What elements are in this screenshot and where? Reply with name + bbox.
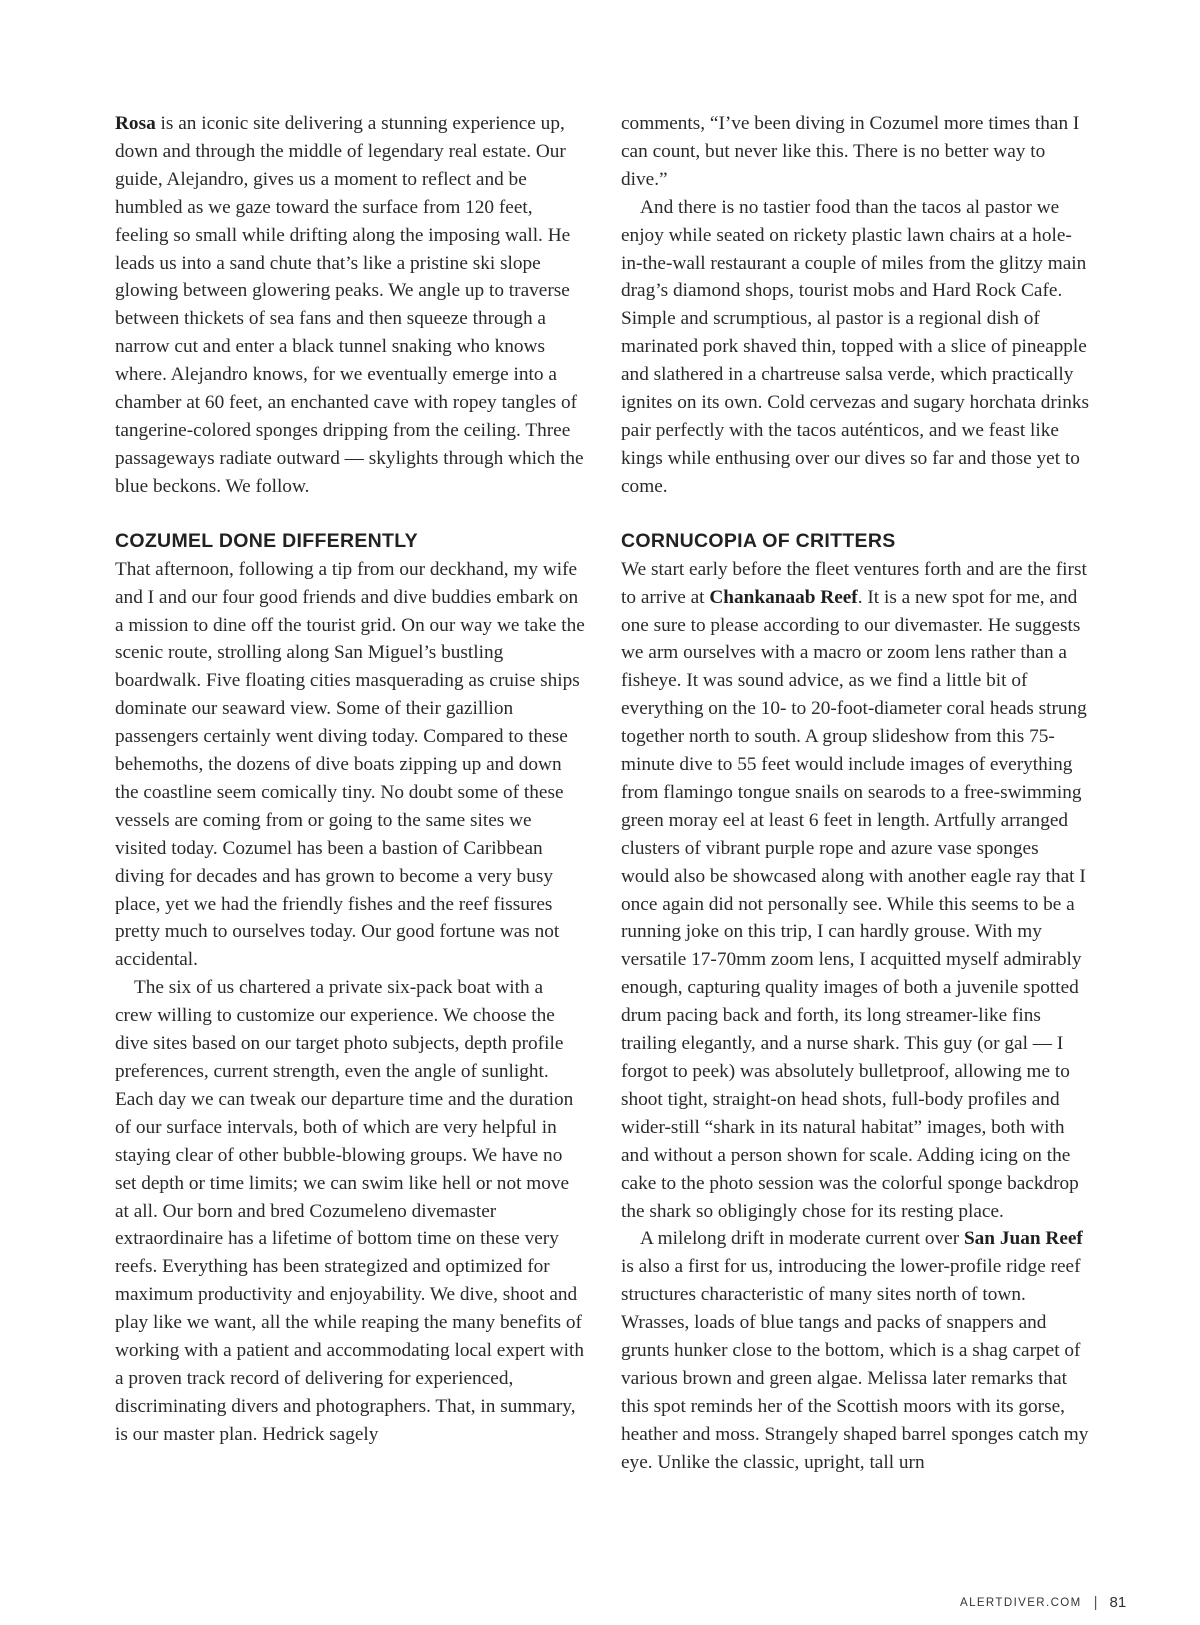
site-name-chankanaab-reef: Chankanaab Reef (709, 586, 858, 608)
section-heading-cozumel-done-differently: COZUMEL DONE DIFFERENTLY (115, 529, 418, 552)
footer-separator: | (1093, 1594, 1098, 1611)
right-column (621, 110, 1091, 1477)
section-heading-cornucopia-of-critters: CORNUCOPIA OF CRITTERS (621, 529, 896, 552)
paragraph-san-juan (621, 1225, 1091, 1476)
left-column (115, 110, 585, 1449)
paragraph-chankanaab (621, 556, 1091, 1226)
paragraph-rosa (115, 110, 585, 501)
site-name-san-juan-reef: San Juan Reef (963, 1228, 1083, 1250)
site-name-rosa: Rosa (115, 113, 156, 134)
paragraph-tacos: And there is no tastier food than the tacos al pastor we enjoy while seated on rickety plastic lawn chairs at a hole-in-the-wall restaurant a couple of miles from the glitzy main drag’s diamond shops, tourist mobs and Hard Rock Cafe. Simple and scrumptious, al pastor is a regional dish of marinated pork shaved thin, topped with a slice of pineapple and slathered in a chartreuse salsa verde, which practically ignites on its own. Cold cervezas and sugary horchata drinks pair perfectly with the tacos auténticos, and we feast like kings while enthusing over our dives so far and those yet to come. (621, 196, 1089, 497)
paragraph-text: is an iconic site delivering a stunning experience up, down and through the middle of legendary real estate. Our guide, Alejandro, gives us a moment to reflect and be humbled as we gaze toward the surface from 120 feet, feeling so small while drifting along the imposing wall. He leads us into a sand chute that’s like a pristine ski slope glowing between glowering peaks. We angle up to traverse between thickets of sea fans and then squeeze through a narrow cut and enter a black tunnel snaking who knows where. Alejandro knows, for we eventually emerge into a chamber at 60 feet, an enchanted cave with ropey tangles of tangerine-colored sponges dripping from the ceiling. Three passageways radiate outward — skylights through which the blue beckons. We follow. (115, 113, 584, 497)
paragraph-text: is also a first for us, introducing the lower-profile ridge reef structures characteristic of many sites north of town. Wrasses, loads of blue tangs and packs of snappers and grunts hunker close to the bottom, which is a shag carpet of various brown and green algae. Melissa later remarks that this spot reminds her of the Scottish moors with its gorse, heather and moss. Strangely shaped barrel sponges catch my eye. Unlike the classic, upright, tall urn (621, 1256, 1089, 1473)
page-number: 81 (1109, 1594, 1127, 1611)
paragraph-afternoon: That afternoon, following a tip from our deckhand, my wife and I and our four good friends and dive buddies embark on a mission to dine off the tourist grid. On our way we take the scenic route, strolling along San Miguel’s bustling boardwalk. Five floating cities masquerading as cruise ships dominate our seaward view. Some of their gazillion passengers certainly went diving today. Compared to these behemoths, the dozens of dive boats zipping up and down the coastline seem comically tiny. No doubt some of these vessels are coming from or going to the same sites we visited today. Cozumel has been a bastion of Caribbean diving for decades and has grown to become a very busy place, yet we had the friendly fishes and the reef fissures pretty much to ourselves today. Our good fortune was not accidental. (115, 558, 585, 971)
footer-site-name: ALERTDIVER.COM (960, 1596, 1082, 1609)
page-footer (960, 1594, 1126, 1611)
paragraph-text: . It is a new spot for me, and one sure to please according to our divemaster. He suggests we arm ourselves with a macro or zoom lens rather than a fisheye. It was sound advice, as we find a little bit of everything on the 10- to 20-foot-diameter coral heads strung together north to south. A group slideshow from this 75-minute dive to 55 feet would include images of everything from flamingo tongue snails on searods to a free-swimming green moray eel at least 6 feet in length. Artfully arranged clusters of vibrant purple rope and azure vase sponges would also be showcased along with another eagle ray that I once again did not personally see. While this seems to be a running joke on this trip, I can hardly grouse. With my versatile 17-70mm zoom lens, I acquitted myself admirably enough, capturing quality images of both a juvenile spotted drum pacing back and forth, its long streamer-like fins trailing elegantly, and a nurse shark. This guy (or gal — I forgot to peek) was absolutely bulletproof, allowing me to shoot tight, straight-on head shots, full-body profiles and wider-still “shark in its natural habitat” images, both with and without a person shown for scale. Adding icing on the cake to the photo session was the colorful sponge backdrop the shark so obligingly chose for its resting place. (621, 586, 1087, 1222)
paragraph-six-pack-boat: The six of us chartered a private six-pack boat with a crew willing to customize our experience. We choose the dive sites based on our target photo subjects, depth profile preferences, current strength, even the angle of sunlight. Each day we can tweak our departure time and the duration of our surface intervals, both of which are very helpful in staying clear of other bubble-blowing groups. We have no set depth or time limits; we can swim like hell or not move at all. Our born and bred Cozumeleno divemaster extraordinaire has a lifetime of bottom time on these very reefs. Everything has been strategized and optimized for maximum productivity and enjoyability. We dive, shoot and play like we want, all the while reaping the many benefits of working with a patient and accommodating local expert with a proven track record of delivering for experienced, discriminating divers and photographers. That, in summary, is our master plan. Hedrick sagely (115, 977, 585, 1445)
paragraph-hedrick-quote: comments, “I’ve been diving in Cozumel more times than I can count, but never like this. There is no better way to dive.” (621, 113, 1080, 190)
paragraph-text: We start early before the fleet ventures forth and are the first to arrive at (621, 558, 1087, 608)
paragraph-text: A milelong drift in moderate current over (640, 1228, 964, 1250)
